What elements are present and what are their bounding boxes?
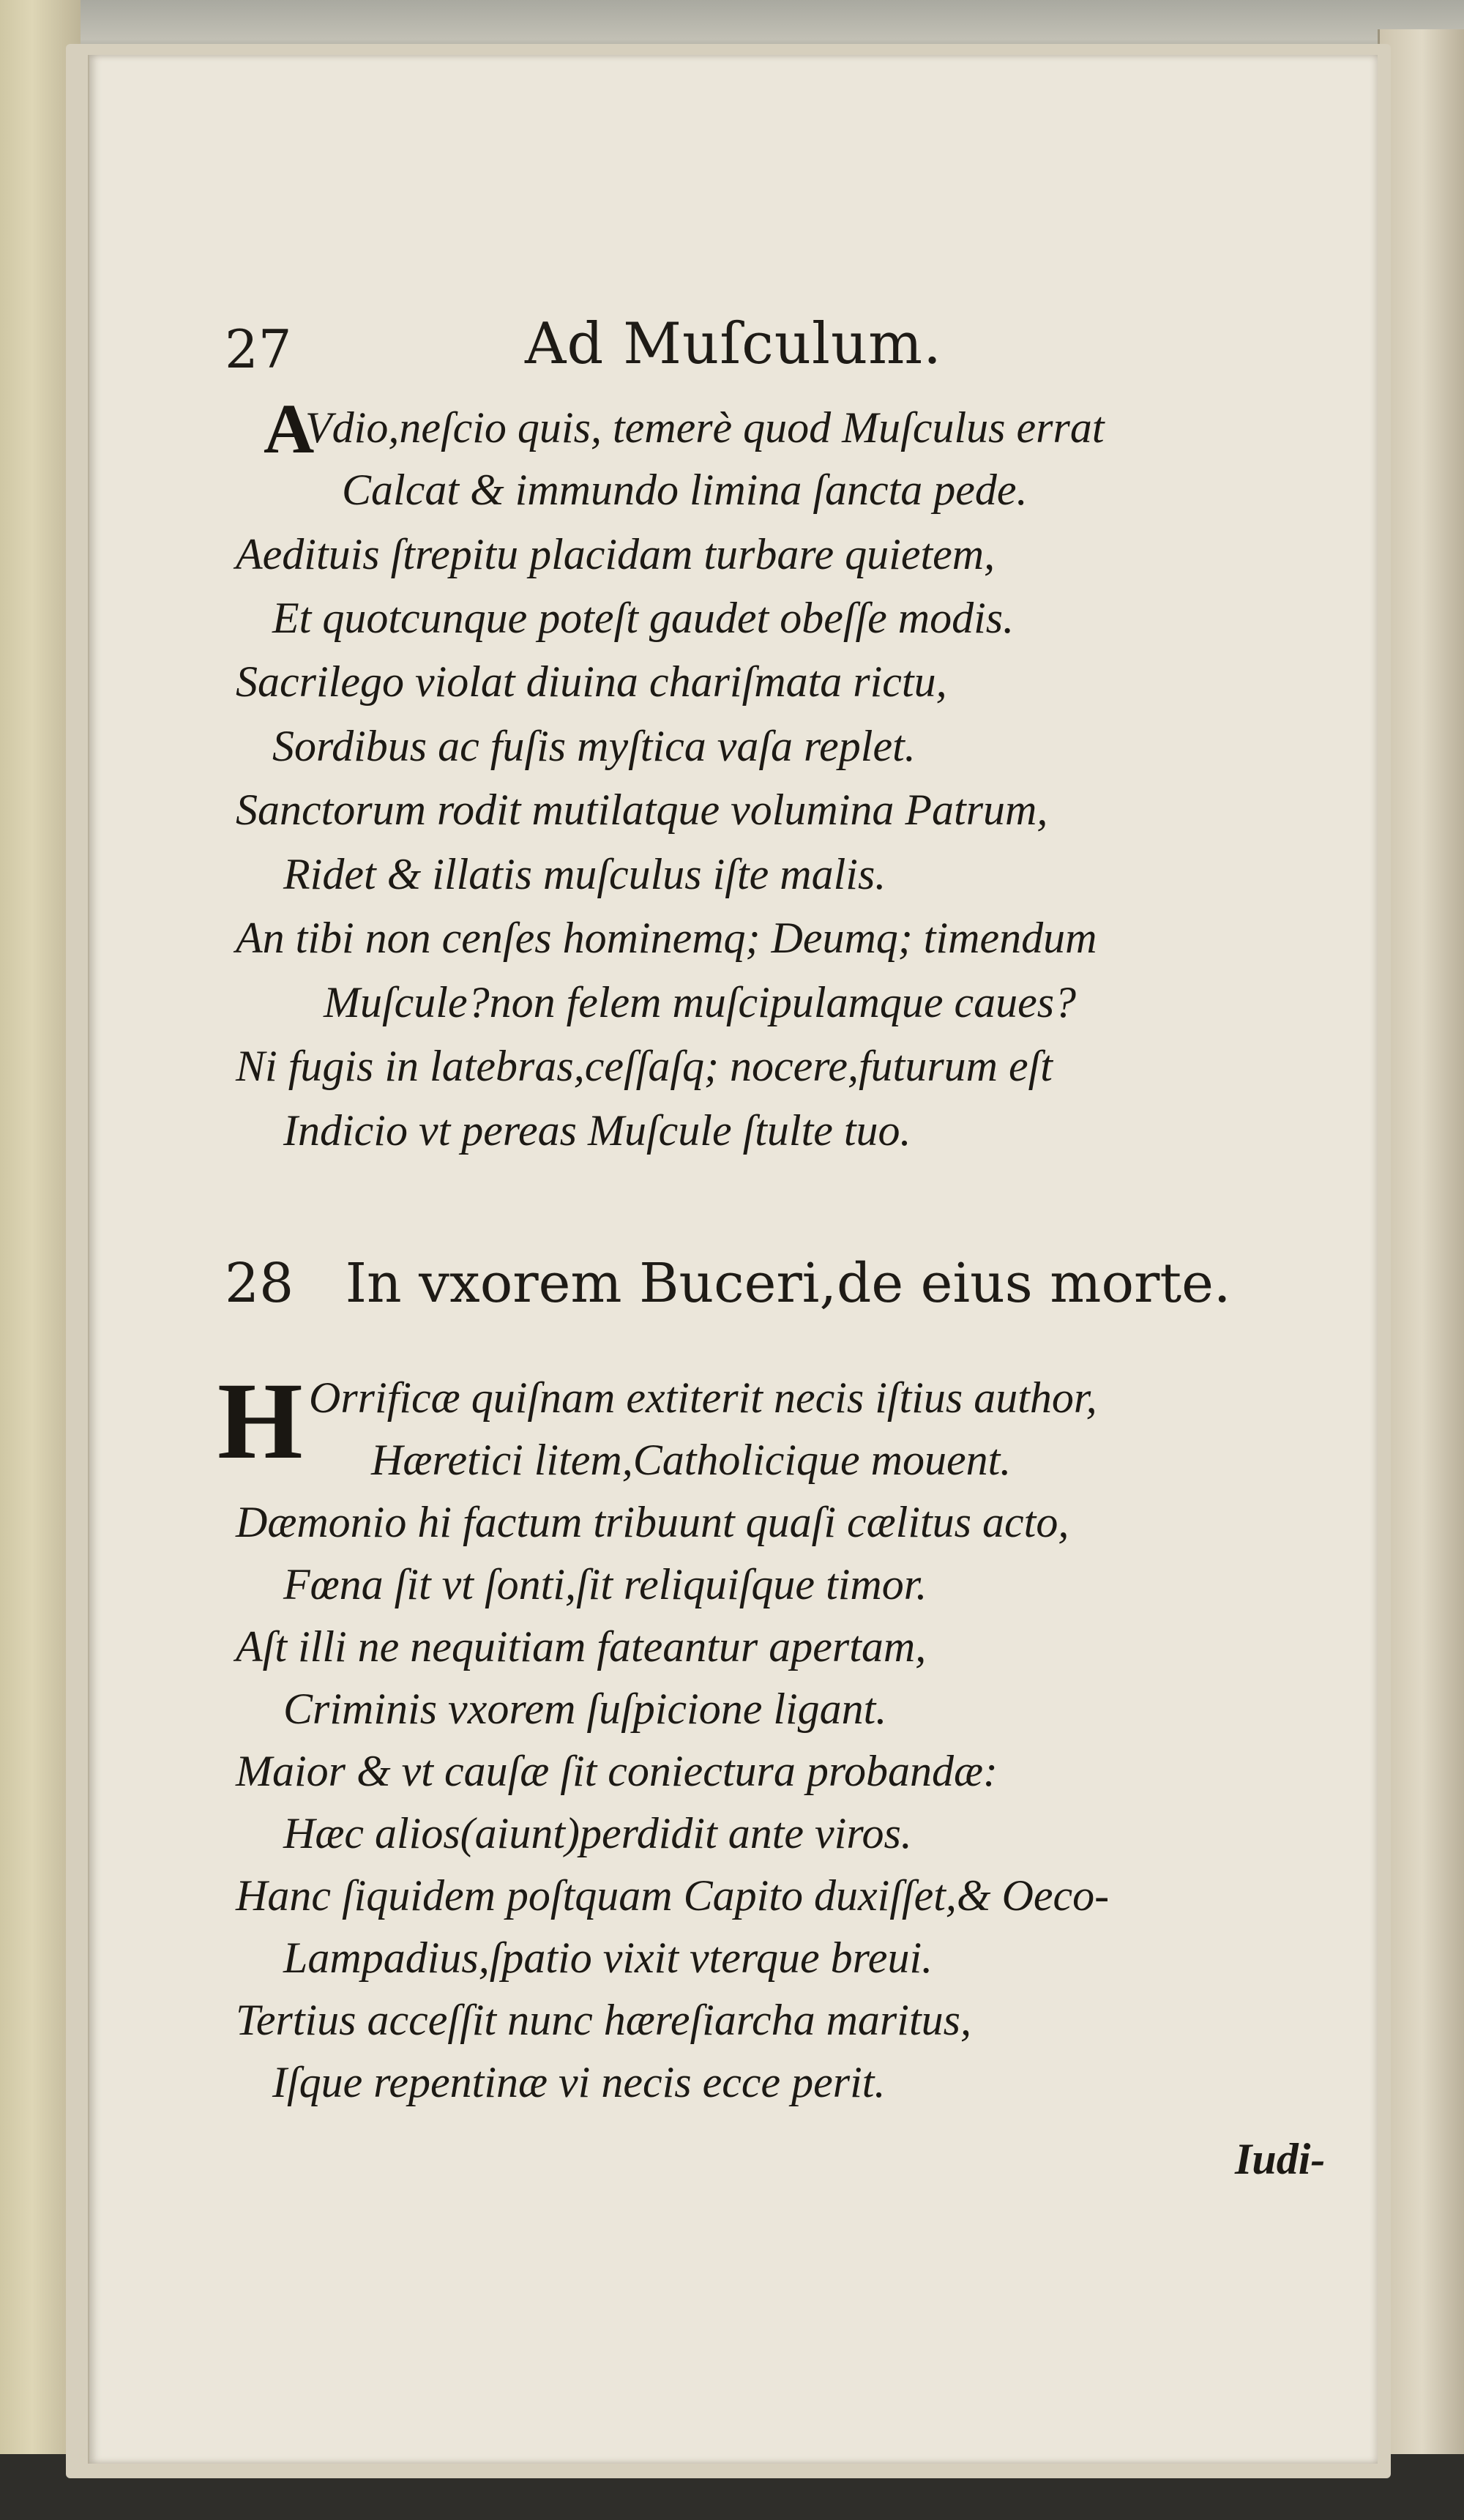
verse-line: Orrificæ quiſnam extiterit necis iſtius author, [309,1373,1097,1422]
section-heading [225,1252,1230,1315]
verse-line: Ni fugis in latebras,ceſſaſq; nocere,futurum eſt [236,1042,1053,1090]
verse-line: Lampadius,ſpatio vixit vterque breui. [283,1934,933,1982]
verse-line: Hæretici litem,Catholicique mouent. [371,1436,1012,1484]
dropcap-h: H [217,1360,303,1482]
verse-line: Aedituis ſtrepitu placidam turbare quietem, [236,530,996,578]
verse-line: Fœna ſit vt ſonti,ſit reliquiſque timor. [283,1560,927,1608]
catchword: Iudi- [1235,2135,1326,2183]
dropcap-a: A [264,389,315,468]
running-head: Ad Muſculum. [525,311,942,377]
verse-line: Criminis vxorem ſuſpicione ligant. [283,1685,887,1733]
verse-line: Sordibus ac fuſis myſtica vaſa replet. [272,722,916,770]
book-page [88,55,1378,2464]
verse-line: Iſque repentinæ vi necis ecce perit. [272,2058,886,2106]
verse-line: An tibi non cenſes hominemq; Deumq; timendum [236,914,1097,962]
verse-line: Dæmonio hi factum tribuunt quaſi cælitus acto, [236,1498,1069,1546]
verse-line: Maior & vt cauſæ ſit coniectura probandæ: [236,1747,998,1795]
page-number: 27 [225,318,292,380]
section-title: In vxorem Buceri,de eius morte. [345,1252,1231,1315]
verse-line: Vdio,neſcio quis, temerè quod Muſculus errat [305,403,1105,452]
verse-line: Et quotcunque poteſt gaudet obeſſe modis. [272,594,1015,642]
verse-line: Tertius acceſſit nunc hæreſiarcha maritus, [236,1996,971,2044]
verse-line: Aſt illi ne nequitiam fateantur apertam, [236,1622,927,1671]
verse-line: Calcat & immundo limina ſancta pede. [342,466,1028,514]
verse-line: Sacrilego violat diuina chariſmata rictu, [236,657,947,706]
section-number: 28 [225,1252,294,1315]
verse-line: Muſcule?non felem muſcipulamque caues? [324,978,1077,1026]
verse-line: Hæc alios(aiunt)perdidit ante viros. [283,1809,912,1857]
verse-line: Indicio vt pereas Muſcule ſtulte tuo. [283,1106,911,1155]
verse-line: Sanctorum rodit mutilatque volumina Patrum, [236,786,1048,834]
verse-line: Hanc ſiquidem poſtquam Capito duxiſſet,& Oeco- [236,1871,1110,1920]
verse-line: Ridet & illatis muſculus iſte malis. [283,850,886,898]
